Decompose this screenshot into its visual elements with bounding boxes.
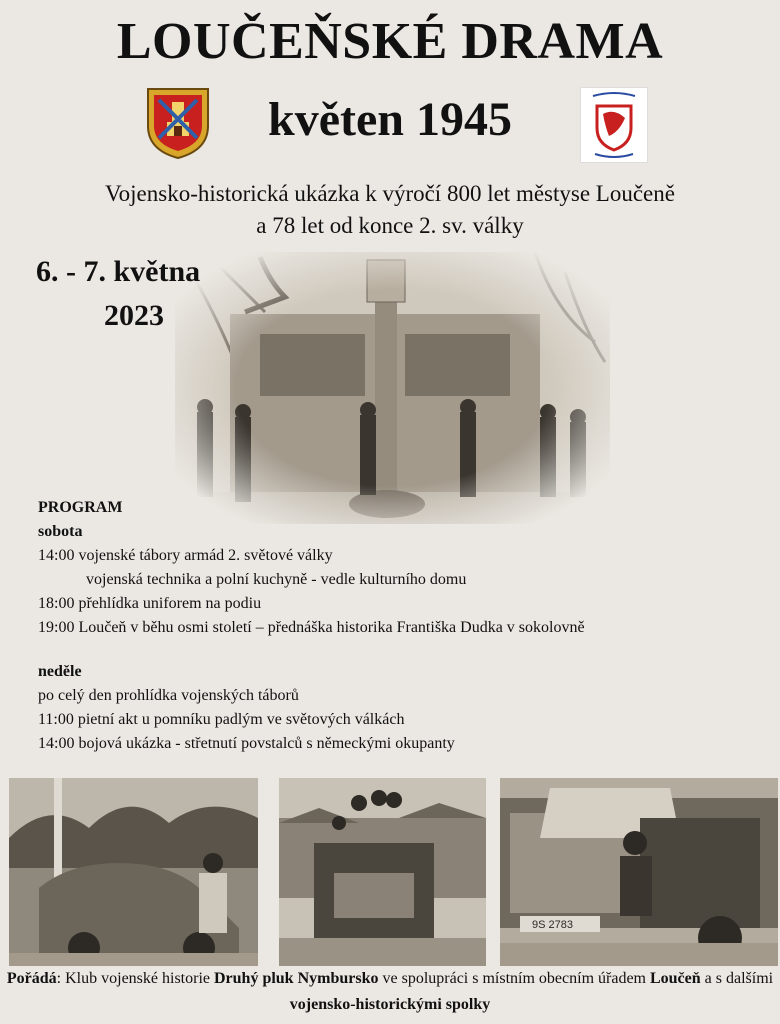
sunday-item: 14:00 bojová ukázka - střetnutí povstalců s německými okupanty (38, 735, 455, 752)
spacer (38, 640, 738, 660)
sunday-item: po celý den prohlídka vojenských táborů (38, 687, 299, 704)
poster-title: LOUČEŇSKÉ DRAMA (116, 13, 664, 70)
event-year: 2023 (104, 299, 164, 332)
saturday-item: 14:00 vojenské tábory armád 2. světové války (38, 547, 333, 564)
event-days: 6. - 7. května (36, 255, 201, 288)
event-date (36, 250, 200, 338)
sunday-item: 11:00 pietní akt u pomníku padlým ve světových válkách (38, 711, 405, 728)
town-name: Loučeň (649, 970, 701, 987)
description-line-1: Vojensko-historická ukázka k výročí 800 let městyse Loučeně (105, 181, 675, 206)
army-truck-photo (500, 778, 778, 966)
footer-text-1: : Klub vojenské historie (56, 970, 214, 987)
organizer-label: Pořádá (6, 970, 57, 987)
partners-name: vojensko-historickými spolky (289, 996, 491, 1013)
saturday-item: 19:00 Loučeň v běhu osmi století – přednáška historika Františka Dudka v sokolovně (38, 619, 585, 636)
footer-text-2: ve spolupráci s místním obecním úřadem (378, 970, 650, 987)
club-name: Druhý pluk Nymbursko (213, 970, 379, 987)
saturday-label: sobota (38, 523, 83, 540)
memorial-photo (175, 252, 610, 524)
sunday-label: neděle (38, 663, 82, 680)
truck-plate: 9S 2783 (532, 919, 573, 931)
truck-photo (279, 778, 486, 966)
footer-text-3: a s dalšími (700, 970, 774, 987)
car-photo (9, 778, 258, 966)
saturday-item: 18:00 přehlídka uniforem na podiu (38, 595, 262, 612)
program-heading: PROGRAM (38, 499, 123, 516)
organizer-footer (0, 966, 780, 1018)
description-line-2: a 78 let od konce 2. sv. války (256, 213, 524, 238)
program-section (38, 496, 738, 756)
event-description (0, 178, 780, 242)
saturday-item: vojenská technika a polní kuchyně - vedle kulturního domu (86, 571, 467, 588)
club-logo-icon (580, 87, 648, 163)
poster-subtitle: květen 1945 (268, 93, 512, 146)
